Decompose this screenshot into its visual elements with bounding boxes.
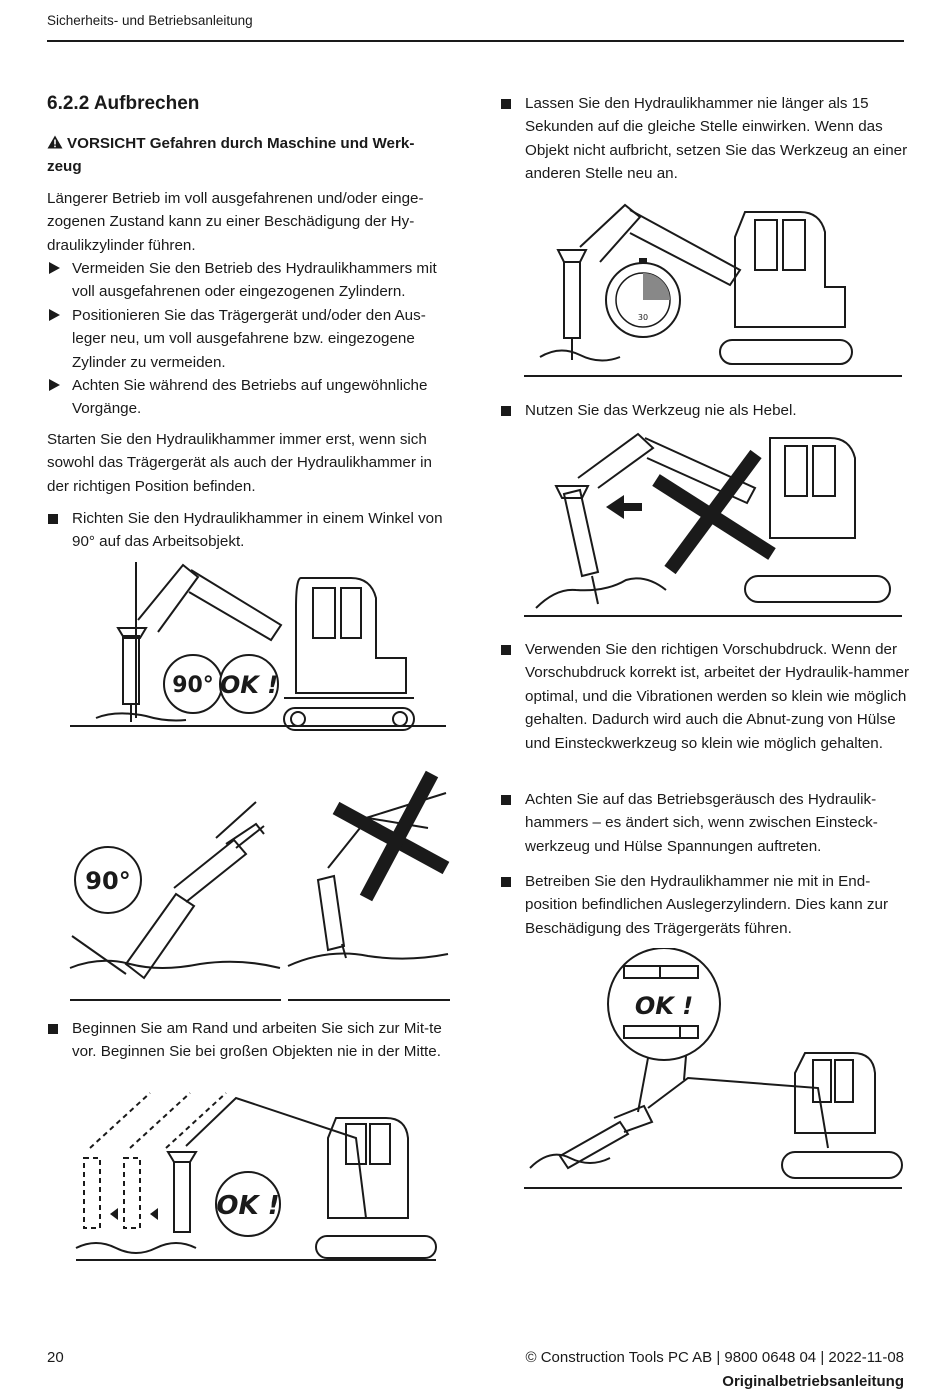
figure-angle-comparison (66, 768, 452, 1006)
running-header: Sicherheits- und Betriebsanleitung (47, 13, 253, 28)
square-bullet-icon (48, 514, 58, 524)
figure-start-at-edge (66, 1088, 450, 1268)
arrow-item-text: Positionieren Sie das Trägergerät und/oder den Aus-leger neu, um voll ausgefahrene bzw. eingezogene Zylinder zu vermeiden. (72, 307, 426, 371)
intro-paragraph: Längerer Betrieb im voll ausgefahrenen und/oder einge-zogenen Zustand kann zu einer Beschädigung der Hy-draulikzylinder führen. (47, 190, 424, 254)
arrow-bullet-icon (49, 262, 60, 274)
bullet-item (500, 870, 910, 940)
square-bullet-icon (501, 877, 511, 887)
arrow-item-text: Achten Sie während des Betriebs auf ungewöhnliche Vorgänge. (72, 377, 428, 418)
figure-90-degree-ok (66, 558, 450, 748)
push-arrow-icon (606, 495, 642, 519)
caution-text-2: zeug (47, 158, 82, 176)
square-bullet-icon (501, 406, 511, 416)
square-bullet-icon (501, 99, 511, 109)
square-bullet-icon (501, 795, 511, 805)
arrow-item-text: Vermeiden Sie den Betrieb des Hydraulikhammers mit voll ausgefahrenen oder eingezogenen Zylindern. (72, 260, 437, 301)
footer-copyright: © Construction Tools PC AB | 9800 0648 04 | 2022-11-08 (525, 1349, 904, 1366)
bullet-item (500, 399, 910, 422)
arrow-bullet-icon (49, 379, 60, 391)
arrow-item (47, 374, 457, 421)
cross-mark (670, 454, 756, 570)
bullet-text: Achten Sie auf das Betriebsgeräusch des Hydraulik-hammers – es ändert sich, wenn zwischen Einsteck-werkzeug und Hülse Spannungen auftreten. (525, 791, 878, 855)
start-paragraph: Starten Sie den Hydraulikhammer immer erst, wenn sich sowohl das Trägergerät als auch der Hydraulikhammer in der richtigen Position befinden. (47, 431, 432, 495)
page-number: 20 (47, 1349, 64, 1366)
timer-label: 30 (637, 313, 649, 322)
bullet-item (47, 1017, 457, 1064)
warning-icon (47, 135, 63, 149)
bullet-text: Nutzen Sie das Werkzeug nie als Hebel. (525, 402, 797, 419)
caution-heading (47, 132, 457, 179)
bullet-item (500, 788, 910, 858)
bullet-text: Betreiben Sie den Hydraulikhammer nie mit in End-position befindlichen Auslegerzylindern. Dies kann zur Beschädigung des Trägergeräts führen. (525, 873, 889, 937)
figure-no-lever (520, 428, 906, 623)
bullet-text: Richten Sie den Hydraulikhammer in einem Winkel von 90° auf das Arbeitsobjekt. (72, 510, 443, 551)
square-bullet-icon (48, 1024, 58, 1034)
arrow-item (47, 304, 457, 374)
bullet-item (47, 507, 457, 554)
arrow-item (47, 257, 457, 304)
footer-document-type: Originalbetriebsanleitung (722, 1373, 904, 1390)
bullet-item (500, 92, 910, 186)
ok-label: OK ! (634, 992, 694, 1020)
arrow-bullet-icon (49, 309, 60, 321)
ok-label: OK ! (216, 1191, 280, 1221)
header-rule (47, 40, 904, 42)
bullet-text: Verwenden Sie den richtigen Vorschubdruck. Wenn der Vorschubdruck korrekt ist, arbeitet der Hydraulik-hammer optimal, und die Vibrationen werden so klein wie möglich gehalten. Dadurch wird auch die Abnut-zung von Hülse und Einsteckwerkzeug so klein wie möglich gehalten. (525, 641, 910, 752)
caution-text-1: VORSICHT Gefahren durch Maschine und Werk- (67, 135, 415, 152)
angle-label: 90° (85, 867, 131, 895)
ok-label: OK ! (219, 671, 279, 699)
section-title: 6.2.2 Aufbrechen (47, 93, 200, 114)
square-bullet-icon (501, 645, 511, 655)
figure-cylinder-position (520, 948, 906, 1193)
bullet-text: Lassen Sie den Hydraulikhammer nie länger als 15 Sekunden auf die gleiche Stelle einwirken. Wenn das Objekt nicht aufbricht, setzen Sie das Werkzeug an einer anderen Stelle neu an. (525, 95, 908, 183)
angle-label: 90° (172, 673, 214, 698)
bullet-text: Beginnen Sie am Rand und arbeiten Sie sich zur Mit-te vor. Beginnen Sie bei großen Objekten nie in der Mitte. (72, 1020, 442, 1061)
bullet-item (500, 638, 910, 755)
figure-timer (520, 192, 906, 387)
